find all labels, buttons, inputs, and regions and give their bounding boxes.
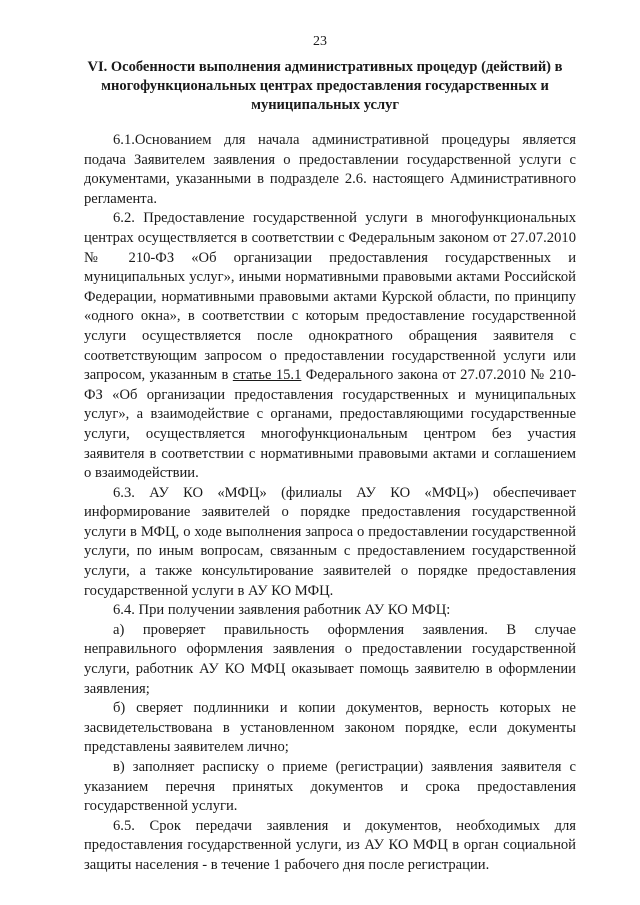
paragraph-6-4-b: б) сверяет подлинники и копии документов, верность которых не засвидетельствована в установленном законом порядке, если документы представлены заявителем лично; (84, 700, 576, 756)
page-number: 23 (313, 34, 327, 49)
paragraph-6-2-text-start: 6.2. Предоставление государственной услуги в многофункциональных центрах осуществляется в соответствии с Федеральным законом от 27.07.2010 № 210-ФЗ «Об организации предоставления государственных и муниципальных услуг», иными нормативными правовыми актами Российской Федерации, нормативными правовыми актами Курской области, по принципу «одного окна», в соответствии с которым предоставление государственной услуги осуществляется после однократного обращения заявителя с соответствующим запросом о предоставлении государственной услуги или запросом, указанным в (84, 210, 576, 384)
paragraph-6-2 (84, 209, 576, 483)
paragraph-6-4: 6.4. При получении заявления работник АУ КО МФЦ: (113, 602, 451, 619)
document-body (84, 131, 576, 876)
paragraph-6-3: 6.3. АУ КО «МФЦ» (филиалы АУ КО «МФЦ») обеспечивает информирование заявителей о порядке предоставления государственной услуги в МФЦ, о ходе выполнения запроса о предоставлении государственной услуги, по иным вопросам, связанным с предоставлением государственной услуги, а также консультирование заявителей о порядке предоставления государственной услуги в АУ КО МФЦ. (84, 484, 576, 599)
paragraph-6-5: 6.5. Срок передачи заявления и документов, необходимых для предоставления государственной услуги, из АУ КО МФЦ в орган социальной защиты населения - в течение 1 рабочего дня после регистрации. (84, 817, 576, 873)
paragraph-6-4-v: в) заполняет расписку о приеме (регистрации) заявления заявителя с указанием перечня принятых документов и срока предоставления государственной услуги. (84, 759, 576, 815)
paragraph-6-4-a: а) проверяет правильность оформления заявления. В случае неправильного оформления заявления о предоставлении государственной услуги, работник АУ КО МФЦ оказывает помощь заявителю в оформлении заявления; (84, 621, 576, 697)
paragraph-6-1: 6.1.Основанием для начала административной процедуры является подача Заявителем заявления о предоставлении государственной услуги с документами, указанными в подразделе 2.6. настоящего Административного регламента. (84, 132, 576, 207)
section-title: VI. Особенности выполнения административных процедур (действий) в многофункциональных центрах предоставления государственных и муниципальных услуг (87, 59, 563, 113)
law-article-link[interactable]: статье 15.1 (232, 367, 302, 384)
paragraph-6-2-text-end: Федерального закона от 27.07.2010 № 210-ФЗ «Об организации предоставления государственных и муниципальных услуг», а взаимодействие с органами, предоставляющими государственные услуги, осуществляется многофункциональным центром без участия заявителя в соответствии с нормативными правовыми актами и соглашением о взаимодействии. (84, 367, 576, 482)
